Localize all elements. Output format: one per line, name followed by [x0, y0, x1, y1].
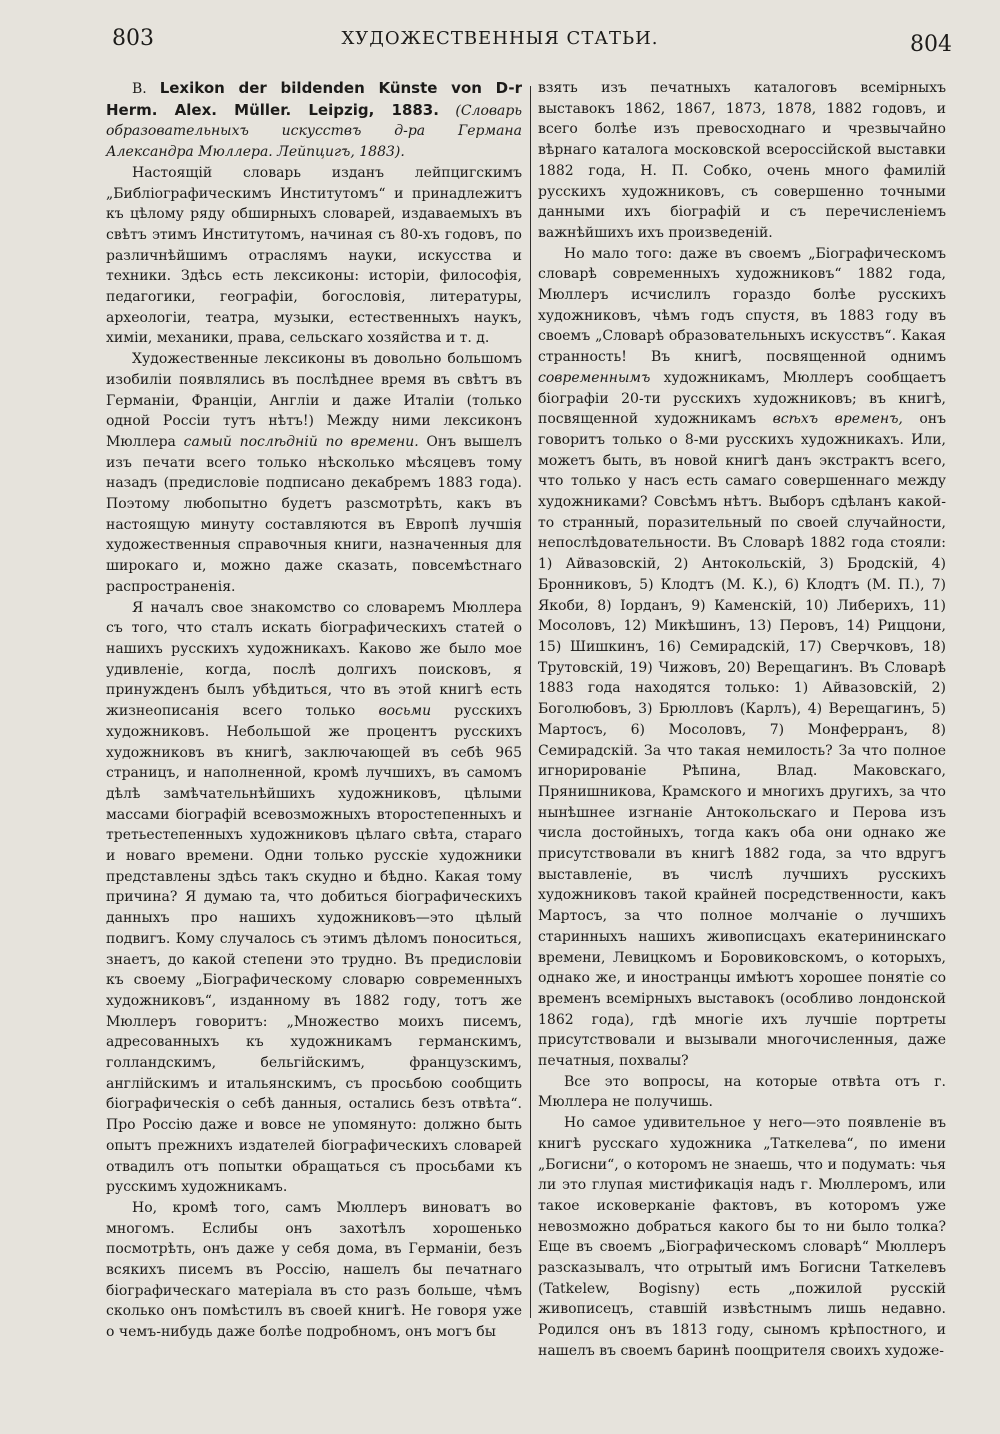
column-divider — [530, 86, 531, 1318]
page-number-left: 803 — [112, 26, 154, 51]
article-heading-paragraph — [106, 78, 522, 163]
section-label: В. — [132, 81, 147, 97]
paragraph: Но самое удивительное у него—это появленіе въ книгѣ русскаго художника „Таткелева“, по имени „Богисни“, о которомъ не знаешь, что и подумать: чья ли это глупая мистификація надъ г. Мюллеромъ, или такое исковерканіе фактовъ, въ которомъ уже невозможно добраться какого бы то ни было толка? Еще въ своемъ „Біографическомъ словарѣ“ Мюллеръ разсказывалъ, что отрытый имъ Богисни Таткелевъ (Tatkelew, Bogisny) есть „пожилой русскій живописецъ, ставшій извѣстнымъ лишь недавно. Родился онъ въ 1813 году, сыномъ крѣпостного, и нашелъ въ своемъ баринѣ поощрителя своихъ художе- — [538, 1115, 946, 1359]
running-title: ХУДОЖЕСТВЕННЫЯ СТАТЬИ. — [341, 28, 659, 49]
left-column — [106, 78, 522, 1343]
paragraph: Все это вопросы, на которые отвѣта отъ г. Мюллера не получишь. — [538, 1073, 946, 1111]
right-column — [538, 78, 946, 1362]
paragraph: Но, кромѣ того, самъ Мюллеръ виноватъ во многомъ. Еслибы онъ захотѣлъ хорошенько посмотрѣть, онъ даже у себя дома, въ Германіи, безъ всякихъ писемъ въ Россію, нашелъ бы печатнаго біографическаго матеріала въ сто разъ больше, чѣмъ сколько онъ помѣстилъ въ своей книгѣ. Не говоря уже о чемъ-нибудь даже болѣе подробномъ, онъ могъ бы — [106, 1199, 522, 1341]
book-title: Lexikon der bildenden Künste von D-r Herm. Alex. Müller. Leipzig, 1883. — [106, 79, 523, 119]
paragraph: Художественные лексиконы въ довольно большомъ изобиліи появлялись въ послѣднее время въ свѣтъ въ Германіи, Франціи, Англіи и даже Италіи (только одной Россіи тутъ нѣтъ!) Между ними лексиконъ Мюллера самый послѣдній по времени. Онъ вышелъ изъ печати всего только нѣсколько мѣсяцевъ тому назадъ (предисловіе подписано декабремъ 1883 года). Поэтому любопытно будетъ разсмотрѣть, какъ въ настоящую минуту составляются въ Европѣ лучшія художественныя справочныя книги, назначенныя для широкаго и, можно даже сказать, повсемѣстнаго распространенія. — [106, 351, 523, 595]
paragraph-continued: взять изъ печатныхъ каталоговъ всемірныхъ выставокъ 1862, 1867, 1873, 1878, 1882 годовъ, и всего болѣе изъ превосходнаго и чрезвычайно вѣрнаго каталога московской всероссійской выставки 1882 года, Н. П. Собко, очень много фамилій русскихъ художниковъ, съ совершенно точными данными ихъ біографій и съ перечисленіемъ важнѣйшихъ ихъ произведеній. — [538, 80, 946, 241]
paragraph: Настоящій словарь изданъ лейпцигскимъ „Библіографическимъ Институтомъ“ и принадлежитъ къ цѣлому ряду обширныхъ словарей, издаваемыхъ въ свѣтъ этимъ Институтомъ, начиная съ 80-хъ годовъ, по различнѣйшимъ отраслямъ науки, искусства и техники. Здѣсь есть лексиконы: исторіи, философія, педагогики, географіи, богословія, литературы, археологіи, театра, музыки, естественныхъ наукъ, химіи, механики, права, сельскаго хозяйства и т. д. — [106, 164, 522, 347]
page-number-right: 804 — [910, 32, 952, 57]
book-title-translation: (Словарь образовательныхъ искусствъ д-ра Германа Александра Мюллера. Лейпцигъ, 1883). — [106, 102, 522, 161]
running-header — [0, 22, 1000, 58]
paragraph: Но мало того: даже въ своемъ „Біографическомъ словарѣ современныхъ художниковъ“ 1882 года, Мюллеръ исчислилъ гораздо болѣе русскихъ художниковъ, чѣмъ годъ спустя, въ 1883 году въ своемъ „Словарѣ образовательныхъ искусствъ“. Какая странность! Въ книгѣ, посвященной однимъ современнымъ художникамъ, Мюллеръ сообщаетъ біографіи 20-ти русскихъ художниковъ; въ книгѣ, посвященной художникамъ всѣхъ временъ, онъ говоритъ только о 8-ми русскихъ художникахъ. Или, можетъ быть, въ новой книгѣ данъ экстрактъ всего, что только у насъ есть самаго совершеннаго между художниками? Совсѣмъ нѣтъ. Выборъ сдѣланъ какой-то странный, поразительный по своей случайности, непослѣдовательности. Въ Словарѣ 1882 года стояли: 1) Айвазовскій, 2) Антокольскій, 3) Бродскій, 4) Бронниковъ, 5) Клодтъ (М. К.), 6) Клодтъ (М. П.), 7) Якоби, 8) Іорданъ, 9) Каменскій, 10) Либерихъ, 11) Мосоловъ, 12) Микѣшинъ, 13) Перовъ, 14) Риццони, 15) Шишкинъ, 16) Семирадскій, 17) Сверчковъ, 18) Трутовскій, 19) Чижовъ, 20) Верещагинъ. Въ Словарѣ 1883 года находятся только: 1) Айвазовскій, 2) Боголюбовъ, 3) Брюлловъ (Карлъ), 4) Верещагинъ, 5) Мартосъ, 6) Мосоловъ, 7) Монферранъ, 8) Семирадскій. За что такая немилость? За что полное игнорированіе Рѣпина, Влад. Маковскаго, Прянишникова, Крамского и многихъ другихъ, за что нынѣшнее изгнаніе Антокольскаго и Перова изъ числа достойныхъ, тогда какъ оба они однако же присутствовали въ книгѣ 1882 года, за что вдругъ выставленіе, въ числѣ лучшихъ русскихъ художниковъ такой крайней посредственности, какъ Мартосъ, за что полное молчаніе о лучшихъ старинныхъ нашихъ живописцахъ екатерининскаго времени, Левицкомъ и Боровиковскомъ, о которыхъ, однако же, и иностранцы имѣютъ хорошее понятіе со временъ всемірныхъ выставокъ (особливо лондонской 1862 года), гдѣ многіе ихъ лучшіе портреты присутствовали и вызывали многочисленныя, даже печатныя, похвалы? — [538, 245, 946, 1070]
paragraph: Я началъ свое знакомство со словаремъ Мюллера съ того, что сталъ искать біографическихъ статей о нашихъ русскихъ художникахъ. Каково же было мое удивленіе, когда, послѣ долгихъ поисковъ, я принужденъ былъ убѣдиться, что въ этой книгѣ есть жизнеописанія всего только восьми русскихъ художниковъ. Небольшой же процентъ русскихъ художниковъ въ книгѣ, заключающей въ себѣ 965 страницъ, и наполненной, кромѣ лучшихъ, въ самомъ дѣлѣ замѣчательнѣйшихъ художниковъ, цѣлыми массами біографій всевозможныхъ второстепенныхъ и третьестепенныхъ художниковъ цѣлаго свѣта, стараго и новаго времени. Одни только русскіе художники представлены здѣсь такъ скудно и бѣдно. Какая тому причина? Я думаю та, что добиться біографическихъ данныхъ про нашихъ художниковъ—это цѣлый подвигъ. Кому случалось съ этимъ дѣломъ поноситься, знаетъ, до какой степени это трудно. Въ предисловіи къ своему „Біографическому словарю современныхъ художниковъ“, изданному въ 1882 году, тотъ же Мюллеръ говоритъ: „Множество моихъ писемъ, адресованныхъ къ художникамъ германскимъ, голландскимъ, бельгійскимъ, французскимъ, англійскимъ и итальянскимъ, съ просьбою сообщить біографическія о себѣ данныя, остались безъ отвѣта“. Про Россію даже и вовсе не упомянуто: должно быть опытъ прежнихъ издателей біографическихъ словарей отвадилъ отъ попытки обращаться съ просьбами къ русскимъ художникамъ. — [106, 599, 523, 1196]
